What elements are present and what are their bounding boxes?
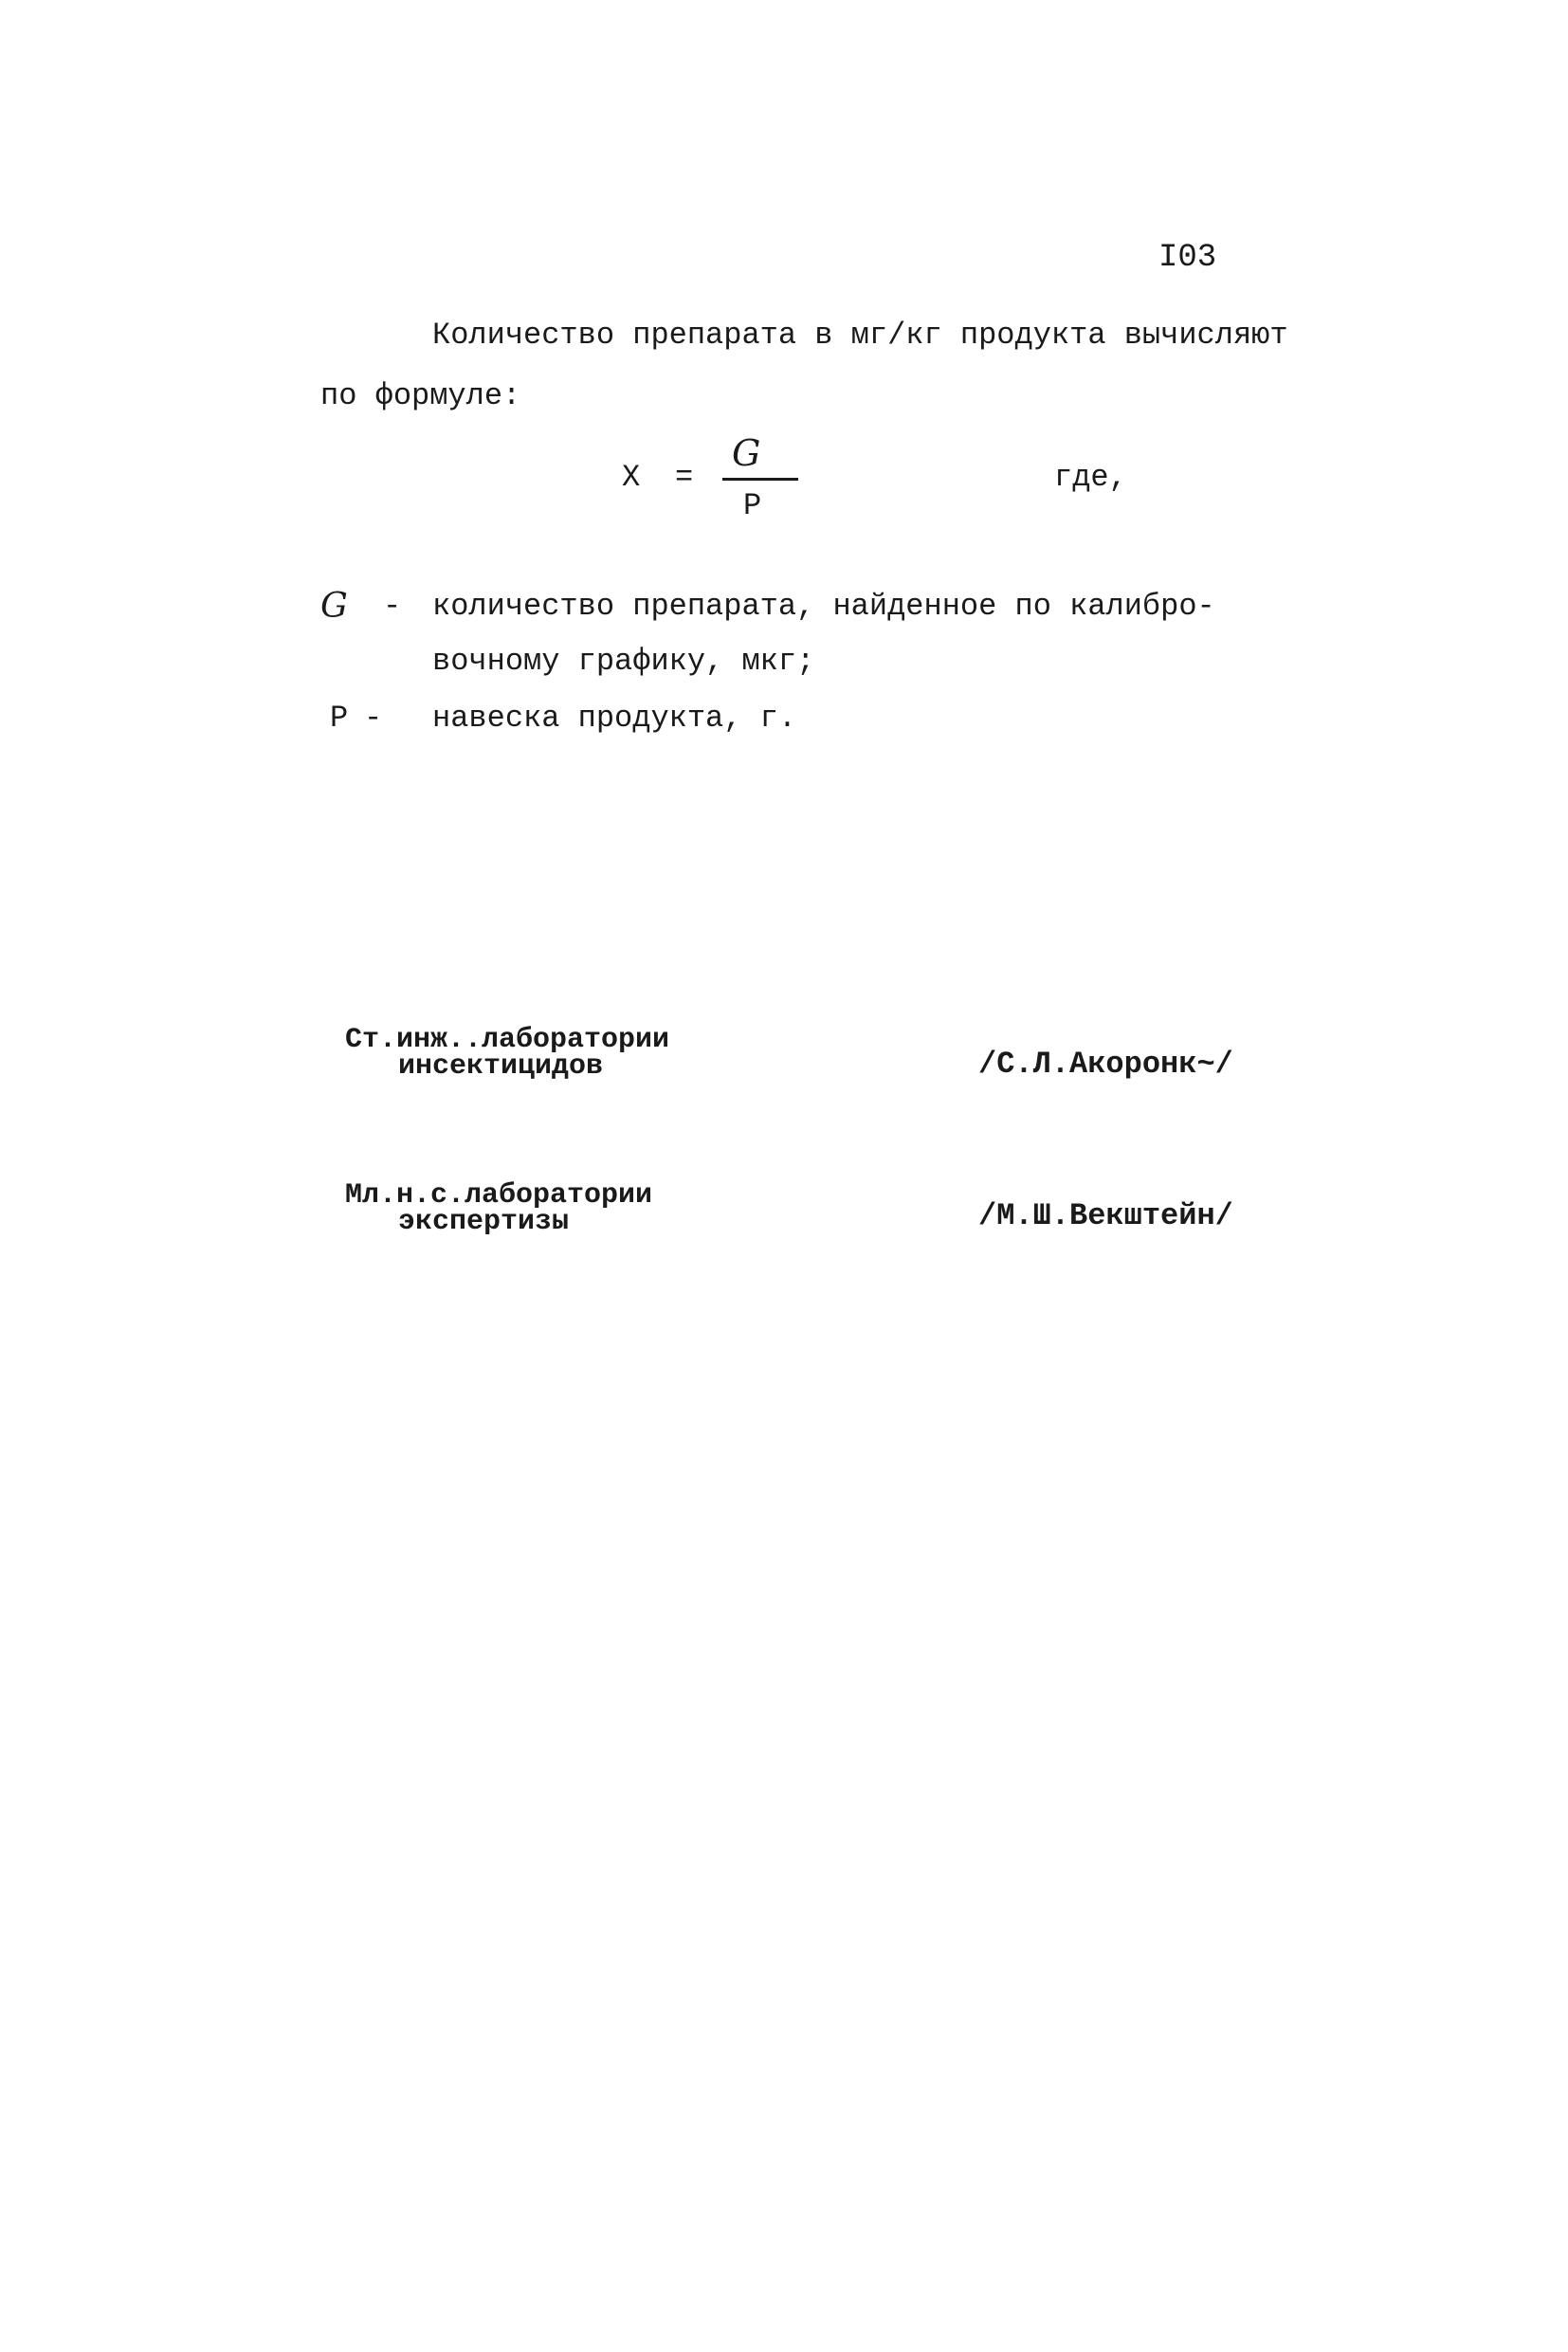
formula-where-label: где, <box>1054 460 1127 495</box>
formula-equals: = <box>675 460 694 495</box>
signatory-name: /С.Л.Акоронк~/ <box>978 1047 1233 1082</box>
signatory-role-continuation: инсектицидов <box>398 1050 604 1083</box>
signatory-role-continuation: экспертизы <box>398 1206 570 1238</box>
definition-text-continuation: вочному графику, мкг; <box>432 644 815 679</box>
fraction-bar <box>722 478 798 481</box>
definition-text: навеска продукта, г. <box>432 701 797 736</box>
definition-symbol: G <box>320 587 348 626</box>
formula-denominator: P <box>743 488 762 523</box>
formula-lhs: X <box>622 460 641 495</box>
signatory-role: Мл.н.с.лаборатории <box>345 1179 653 1212</box>
paragraph-line-1: Количество препарата в мг/кг продукта вычисляют <box>432 318 1288 353</box>
signatory-role: Ст.инж..лаборатории <box>345 1024 670 1056</box>
paragraph-line-2: по формуле: <box>320 378 521 413</box>
definition-dash: - <box>364 701 383 736</box>
definition-text: количество препарата, найденное по калибро- <box>432 589 1215 624</box>
page-number: I03 <box>1158 240 1217 276</box>
definition-dash: - <box>383 589 402 624</box>
definition-symbol: P <box>330 701 349 736</box>
formula-numerator: G <box>732 432 761 474</box>
signatory-name: /М.Ш.Векштейн/ <box>978 1198 1233 1233</box>
